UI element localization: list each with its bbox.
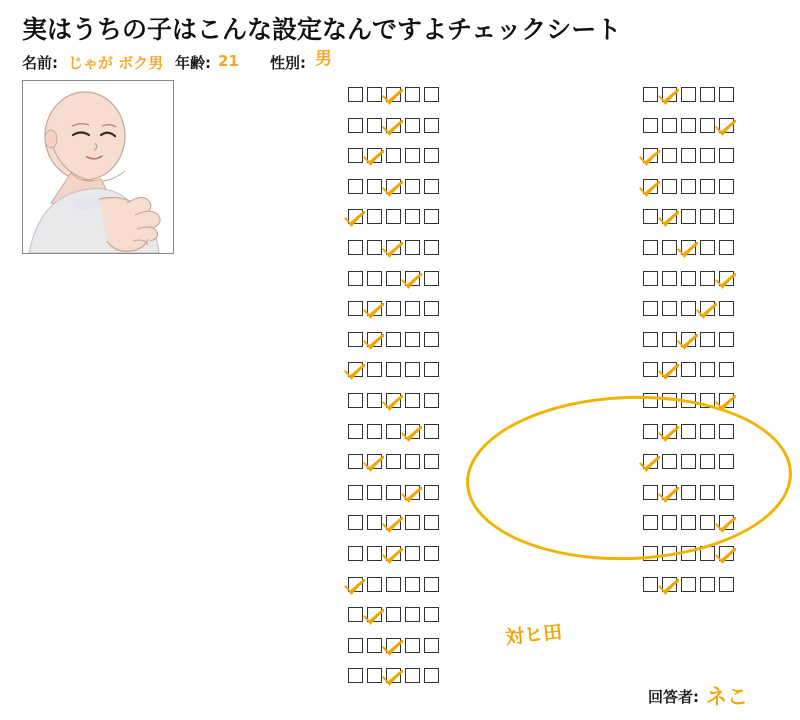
checkbox-checked[interactable] xyxy=(662,362,677,377)
checkbox[interactable] xyxy=(348,454,363,469)
checkbox[interactable] xyxy=(662,301,677,316)
row-checkbox-group[interactable] xyxy=(348,271,439,286)
checkbox-checked[interactable] xyxy=(643,148,658,163)
checkbox[interactable] xyxy=(424,607,439,622)
checkbox[interactable] xyxy=(424,87,439,102)
row-checkbox-group[interactable] xyxy=(348,607,439,622)
checkbox[interactable] xyxy=(405,209,420,224)
checkbox[interactable] xyxy=(405,332,420,347)
checkbox[interactable] xyxy=(681,577,696,592)
checkbox[interactable] xyxy=(367,393,382,408)
checkbox[interactable] xyxy=(348,87,363,102)
checkbox[interactable] xyxy=(405,393,420,408)
checkbox-checked[interactable] xyxy=(367,607,382,622)
checkbox[interactable] xyxy=(643,332,658,347)
checkbox-checked[interactable] xyxy=(386,546,401,561)
checkbox[interactable] xyxy=(662,179,677,194)
row-checkbox-group[interactable] xyxy=(643,240,734,255)
row-checkbox-group[interactable] xyxy=(643,485,734,500)
checkbox[interactable] xyxy=(405,638,420,653)
checkbox[interactable] xyxy=(405,87,420,102)
checkbox-checked[interactable] xyxy=(719,118,734,133)
checkbox[interactable] xyxy=(681,362,696,377)
checkbox[interactable] xyxy=(348,668,363,683)
checkbox[interactable] xyxy=(424,454,439,469)
checkbox-checked[interactable] xyxy=(662,577,677,592)
checkbox[interactable] xyxy=(662,118,677,133)
row-checkbox-group[interactable] xyxy=(643,577,734,592)
checkbox[interactable] xyxy=(424,362,439,377)
checkbox[interactable] xyxy=(643,546,658,561)
checkbox[interactable] xyxy=(424,240,439,255)
checkbox-checked[interactable] xyxy=(367,301,382,316)
checkbox-checked[interactable] xyxy=(386,393,401,408)
checkbox[interactable] xyxy=(348,515,363,530)
checkbox-checked[interactable] xyxy=(367,454,382,469)
checkbox[interactable] xyxy=(348,424,363,439)
checkbox[interactable] xyxy=(424,301,439,316)
checkbox[interactable] xyxy=(719,362,734,377)
checkbox-checked[interactable] xyxy=(386,240,401,255)
checkbox[interactable] xyxy=(643,118,658,133)
row-checkbox-group[interactable] xyxy=(643,515,734,530)
checkbox[interactable] xyxy=(405,668,420,683)
checkbox[interactable] xyxy=(348,607,363,622)
checkbox[interactable] xyxy=(681,301,696,316)
checkbox-checked[interactable] xyxy=(662,485,677,500)
row-checkbox-group[interactable] xyxy=(643,546,734,561)
checkbox[interactable] xyxy=(681,148,696,163)
checkbox[interactable] xyxy=(700,515,715,530)
checkbox[interactable] xyxy=(719,87,734,102)
checkbox-checked[interactable] xyxy=(348,362,363,377)
checkbox-checked[interactable] xyxy=(405,424,420,439)
checkbox-checked[interactable] xyxy=(386,638,401,653)
checkbox[interactable] xyxy=(700,546,715,561)
checkbox-checked[interactable] xyxy=(662,424,677,439)
checkbox[interactable] xyxy=(405,362,420,377)
checkbox[interactable] xyxy=(424,577,439,592)
checkbox[interactable] xyxy=(681,485,696,500)
checkbox[interactable] xyxy=(700,240,715,255)
checkbox[interactable] xyxy=(719,148,734,163)
checkbox[interactable] xyxy=(700,148,715,163)
checkbox-checked[interactable] xyxy=(405,485,420,500)
checkbox[interactable] xyxy=(700,485,715,500)
checkbox[interactable] xyxy=(643,515,658,530)
row-checkbox-group[interactable] xyxy=(348,87,439,102)
row-checkbox-group[interactable] xyxy=(348,332,439,347)
row-checkbox-group[interactable] xyxy=(348,454,439,469)
row-checkbox-group[interactable] xyxy=(348,424,439,439)
row-checkbox-group[interactable] xyxy=(643,424,734,439)
checkbox[interactable] xyxy=(719,301,734,316)
row-checkbox-group[interactable] xyxy=(643,393,734,408)
checkbox[interactable] xyxy=(367,179,382,194)
checkbox[interactable] xyxy=(405,179,420,194)
checkbox[interactable] xyxy=(681,209,696,224)
checkbox-checked[interactable] xyxy=(719,515,734,530)
checkbox[interactable] xyxy=(424,271,439,286)
checkbox[interactable] xyxy=(386,577,401,592)
checkbox[interactable] xyxy=(367,546,382,561)
checkbox[interactable] xyxy=(700,454,715,469)
checkbox[interactable] xyxy=(719,485,734,500)
checkbox[interactable] xyxy=(405,454,420,469)
checkbox-checked[interactable] xyxy=(719,546,734,561)
checkbox[interactable] xyxy=(424,393,439,408)
checkbox[interactable] xyxy=(424,179,439,194)
checkbox[interactable] xyxy=(681,424,696,439)
checkbox[interactable] xyxy=(348,148,363,163)
sex-label: 性別: xyxy=(270,54,306,72)
checkbox-checked[interactable] xyxy=(643,454,658,469)
checkbox[interactable] xyxy=(643,301,658,316)
checkbox-checked[interactable] xyxy=(643,179,658,194)
checkbox[interactable] xyxy=(719,209,734,224)
checkbox[interactable] xyxy=(367,515,382,530)
checkbox[interactable] xyxy=(386,332,401,347)
checkbox[interactable] xyxy=(681,118,696,133)
checkbox-checked[interactable] xyxy=(662,87,677,102)
row-checkbox-group[interactable] xyxy=(348,118,439,133)
row-checkbox-group[interactable] xyxy=(348,577,439,592)
checkbox[interactable] xyxy=(348,301,363,316)
checkbox[interactable] xyxy=(386,362,401,377)
checkbox[interactable] xyxy=(662,454,677,469)
checkbox[interactable] xyxy=(662,271,677,286)
row-checkbox-group[interactable] xyxy=(348,638,439,653)
checkbox[interactable] xyxy=(662,546,677,561)
checkbox[interactable] xyxy=(367,638,382,653)
checkbox-checked[interactable] xyxy=(386,87,401,102)
checkbox[interactable] xyxy=(367,577,382,592)
checkbox[interactable] xyxy=(424,546,439,561)
checkbox-checked[interactable] xyxy=(719,393,734,408)
portrait-illustration xyxy=(23,81,173,253)
checkbox[interactable] xyxy=(386,454,401,469)
checkbox[interactable] xyxy=(662,515,677,530)
checkbox[interactable] xyxy=(367,485,382,500)
checkbox[interactable] xyxy=(348,179,363,194)
checkbox-checked[interactable] xyxy=(386,515,401,530)
checkbox-checked[interactable] xyxy=(386,668,401,683)
row-checkbox-group[interactable] xyxy=(348,240,439,255)
checkbox[interactable] xyxy=(643,362,658,377)
row-checkbox-group[interactable] xyxy=(643,332,734,347)
age-value: 21 xyxy=(218,52,239,70)
row-checkbox-group[interactable] xyxy=(348,301,439,316)
checkbox[interactable] xyxy=(643,577,658,592)
checkbox[interactable] xyxy=(643,271,658,286)
checkbox[interactable] xyxy=(367,362,382,377)
checkbox-checked[interactable] xyxy=(662,209,677,224)
checkbox[interactable] xyxy=(662,240,677,255)
row-checkbox-group[interactable] xyxy=(643,362,734,377)
page-title: 実はうちの子はこんな設定なんですよチェックシート xyxy=(22,15,622,44)
checkbox-checked[interactable] xyxy=(681,240,696,255)
checkbox[interactable] xyxy=(386,148,401,163)
row-checkbox-group[interactable] xyxy=(348,546,439,561)
checkbox[interactable] xyxy=(700,393,715,408)
checkbox[interactable] xyxy=(700,87,715,102)
row-checkbox-group[interactable] xyxy=(643,454,734,469)
row-checkbox-group[interactable] xyxy=(643,271,734,286)
checkbox[interactable] xyxy=(405,577,420,592)
checkbox[interactable] xyxy=(367,668,382,683)
checkbox[interactable] xyxy=(424,209,439,224)
row-checkbox-group[interactable] xyxy=(348,668,439,683)
checkbox[interactable] xyxy=(424,485,439,500)
checkbox[interactable] xyxy=(681,515,696,530)
checkbox[interactable] xyxy=(348,240,363,255)
row-checkbox-group[interactable] xyxy=(348,209,439,224)
row-checkbox-group[interactable] xyxy=(643,179,734,194)
row-checkbox-group[interactable] xyxy=(348,179,439,194)
checkbox[interactable] xyxy=(424,638,439,653)
checkbox[interactable] xyxy=(700,424,715,439)
row-checkbox-group[interactable] xyxy=(643,209,734,224)
checkbox[interactable] xyxy=(386,209,401,224)
checkbox[interactable] xyxy=(386,607,401,622)
answerer-value: ネこ xyxy=(706,685,748,709)
handwritten-note: 対ヒ田 xyxy=(504,621,564,649)
checkbox[interactable] xyxy=(719,424,734,439)
checkbox[interactable] xyxy=(700,179,715,194)
checkbox[interactable] xyxy=(424,515,439,530)
checkbox[interactable] xyxy=(681,454,696,469)
checkbox[interactable] xyxy=(643,240,658,255)
checkbox[interactable] xyxy=(405,546,420,561)
checkbox[interactable] xyxy=(348,638,363,653)
checkbox[interactable] xyxy=(348,118,363,133)
checkbox[interactable] xyxy=(386,301,401,316)
checkbox[interactable] xyxy=(386,424,401,439)
checkbox[interactable] xyxy=(700,271,715,286)
checkbox[interactable] xyxy=(643,424,658,439)
checkbox[interactable] xyxy=(405,301,420,316)
row-checkbox-group[interactable] xyxy=(643,87,734,102)
checkbox[interactable] xyxy=(348,485,363,500)
checkbox[interactable] xyxy=(643,209,658,224)
sex-value: 男 xyxy=(315,49,332,69)
checkbox[interactable] xyxy=(367,118,382,133)
checkbox[interactable] xyxy=(405,240,420,255)
checkbox[interactable] xyxy=(424,148,439,163)
checkbox[interactable] xyxy=(700,118,715,133)
checkbox[interactable] xyxy=(367,271,382,286)
checkbox[interactable] xyxy=(681,393,696,408)
checkbox[interactable] xyxy=(700,362,715,377)
checkbox[interactable] xyxy=(681,546,696,561)
checkbox-checked[interactable] xyxy=(348,209,363,224)
checkbox[interactable] xyxy=(700,577,715,592)
checkbox[interactable] xyxy=(719,179,734,194)
checkbox[interactable] xyxy=(700,209,715,224)
checkbox[interactable] xyxy=(386,485,401,500)
checkbox-checked[interactable] xyxy=(367,332,382,347)
checkbox[interactable] xyxy=(367,240,382,255)
checkbox[interactable] xyxy=(424,118,439,133)
checkbox[interactable] xyxy=(719,454,734,469)
checkbox[interactable] xyxy=(348,271,363,286)
checkbox[interactable] xyxy=(367,209,382,224)
checkbox[interactable] xyxy=(424,668,439,683)
checkbox[interactable] xyxy=(367,87,382,102)
checkbox[interactable] xyxy=(405,148,420,163)
checkbox-checked[interactable] xyxy=(681,332,696,347)
row-checkbox-group[interactable] xyxy=(348,485,439,500)
checkbox[interactable] xyxy=(681,179,696,194)
row-checkbox-group[interactable] xyxy=(348,148,439,163)
row-checkbox-group[interactable] xyxy=(643,301,734,316)
checkbox[interactable] xyxy=(367,424,382,439)
checkbox[interactable] xyxy=(348,546,363,561)
checkbox[interactable] xyxy=(424,424,439,439)
row-checkbox-group[interactable] xyxy=(348,362,439,377)
checkbox[interactable] xyxy=(681,271,696,286)
checkbox[interactable] xyxy=(405,515,420,530)
row-checkbox-group[interactable] xyxy=(643,118,734,133)
checkbox[interactable] xyxy=(643,485,658,500)
checkbox[interactable] xyxy=(662,148,677,163)
checkbox-checked[interactable] xyxy=(348,577,363,592)
checkbox[interactable] xyxy=(719,332,734,347)
checkbox[interactable] xyxy=(681,87,696,102)
row-checkbox-group[interactable] xyxy=(348,393,439,408)
character-portrait xyxy=(22,80,174,254)
checkbox[interactable] xyxy=(719,240,734,255)
checkbox-checked[interactable] xyxy=(405,271,420,286)
checkbox[interactable] xyxy=(348,393,363,408)
highlight-circle-annotation xyxy=(463,390,795,565)
checkbox[interactable] xyxy=(700,332,715,347)
checkbox[interactable] xyxy=(719,577,734,592)
checkbox[interactable] xyxy=(643,393,658,408)
checkbox[interactable] xyxy=(662,393,677,408)
checkbox[interactable] xyxy=(662,332,677,347)
checkbox[interactable] xyxy=(386,271,401,286)
checkbox[interactable] xyxy=(424,332,439,347)
checkbox-checked[interactable] xyxy=(700,301,715,316)
checkbox[interactable] xyxy=(405,607,420,622)
checkbox-checked[interactable] xyxy=(367,148,382,163)
row-checkbox-group[interactable] xyxy=(348,515,439,530)
checkbox-checked[interactable] xyxy=(386,179,401,194)
name-label: 名前: xyxy=(22,54,58,72)
name-value: じゃが ボク男 xyxy=(68,54,164,72)
checkbox[interactable] xyxy=(348,332,363,347)
answerer-label: 回答者: xyxy=(648,688,699,706)
checkbox-checked[interactable] xyxy=(719,271,734,286)
row-checkbox-group[interactable] xyxy=(643,148,734,163)
age-label: 年齢: xyxy=(175,54,211,72)
checkbox[interactable] xyxy=(405,118,420,133)
checkbox-checked[interactable] xyxy=(386,118,401,133)
checkbox[interactable] xyxy=(643,87,658,102)
